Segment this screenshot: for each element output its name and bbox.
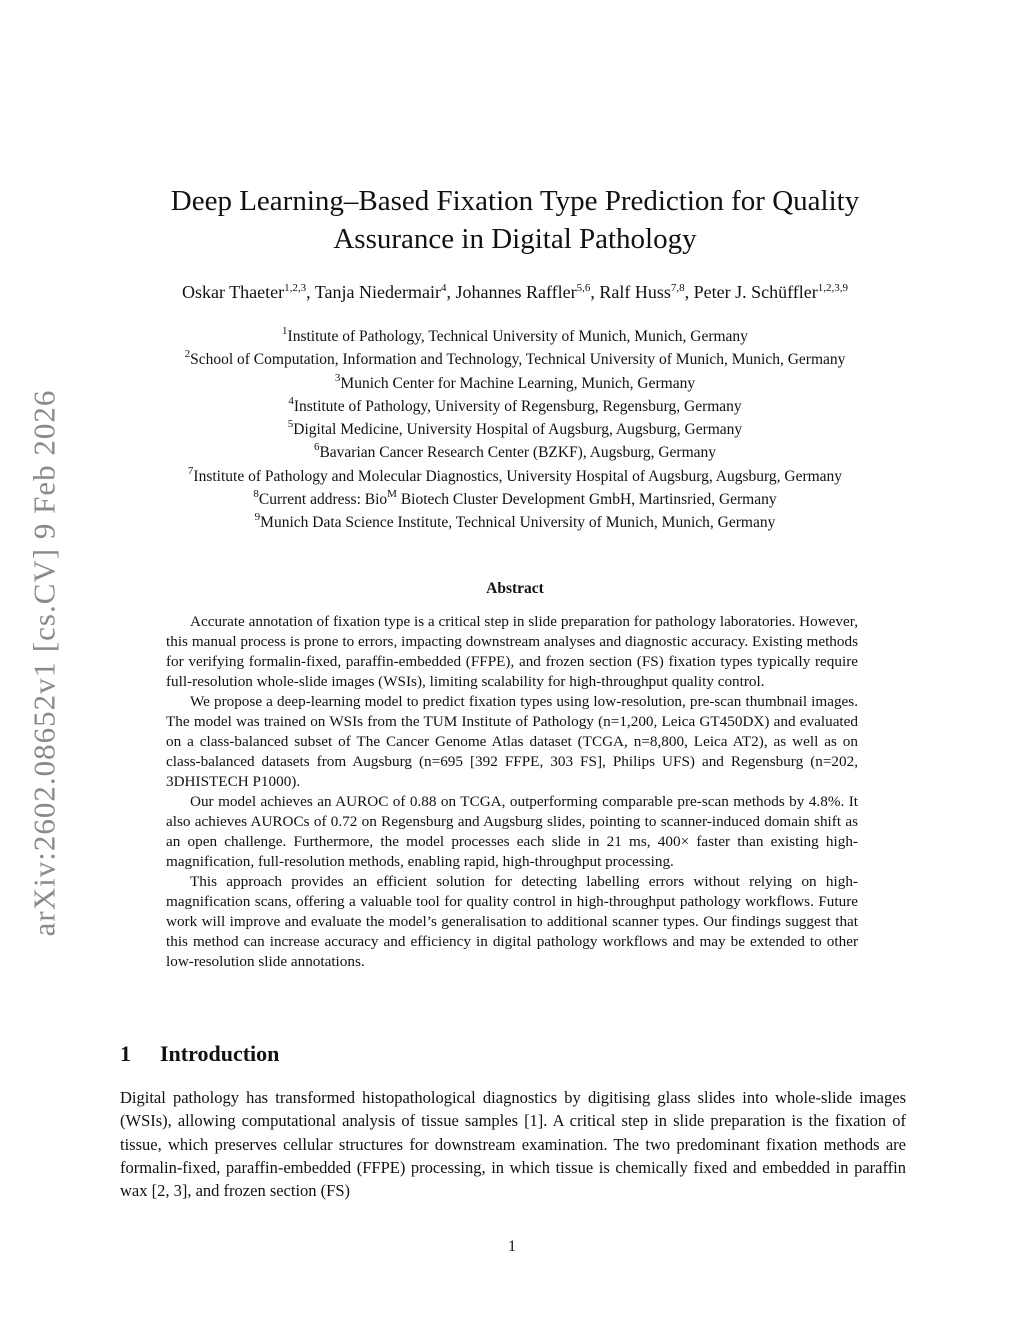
abstract-paragraph: Accurate annotation of fixation type is a critical step in slide preparation for pathology laboratories. However, this manual process is prone to errors, impacting downstream analyses and diagnostic accuracy. Existing methods for verifying formalin-fixed, paraffin-embedded (FFPE), and frozen section (FS) fixation types typically require full-resolution whole-slide images (WSIs), limiting scalability for high-throughput quality control. xyxy=(166,613,858,690)
introduction-body xyxy=(120,1086,906,1202)
affiliation: $^2$School of Computation, Information and Technology, Technical University of Munich, Munich, Germany xyxy=(184,348,846,369)
abstract-body xyxy=(166,612,858,972)
affiliation: $^3$Munich Center for Machine Learning, Munich, Germany xyxy=(334,371,696,392)
abstract-paragraph: This approach provides an efficient solution for detecting labelling errors without relying on high-magnification scans, offering a valuable tool for quality control in high-throughput pathology workflows. Future work will improve and evaluate the model’s generalisation to additional scanner types. Our findings suggest that this method can increase accuracy and efficiency in digital pathology workflows and may be extended to other low-resolution slide annotations. xyxy=(166,873,858,970)
author: Tanja Niedermair$^4$, xyxy=(314,282,456,302)
author: Ralf Huss$^{7,8}$, xyxy=(599,282,694,302)
author: Johannes Raffler$^{5,6}$, xyxy=(455,282,600,302)
affiliation: $^6$Bavarian Cancer Research Center (BZKF), Augsburg, Germany xyxy=(313,441,717,462)
affiliation: $^7$Institute of Pathology and Molecular Diagnostics, University Hospital of Augsburg, Augsburg, Germany xyxy=(187,464,843,485)
paper-title: Deep Learning–Based Fixation Type Prediction for Quality Assurance in Digital Pathology xyxy=(170,185,860,255)
page-number: 1 xyxy=(508,1238,516,1255)
author: Peter J. Schüffler$^{1,2,3,9}$ xyxy=(693,282,849,302)
arxiv-watermark xyxy=(20,380,68,945)
abstract-paragraph: We propose a deep-learning model to predict fixation types using low-resolution, pre-scan thumbnail images. The model was trained on WSIs from the TUM Institute of Pathology (n=1,200, Leica GT450DX) and evaluated on a class-balanced subset of The Cancer Genome Atlas dataset (TCGA, n=8,800, Leica AT2), as well as on class-balanced datasets from Augsburg (n=695 [392 FFPE, 303 FS], Philips UFS) and Regensburg (n=202, 3DHISTECH P1000). xyxy=(166,693,858,790)
abstract-heading: Abstract xyxy=(486,580,544,597)
affiliation: $^4$Institute of Pathology, University of Regensburg, Regensburg, Germany xyxy=(288,394,742,415)
affiliation: $^5$Digital Medicine, University Hospital of Augsburg, Augsburg, Germany xyxy=(287,418,743,439)
author-list xyxy=(100,280,930,304)
abstract-paragraph: Our model achieves an AUROC of 0.88 on TCGA, outperforming comparable pre-scan methods by 4.8%. It also achieves AUROCs of 0.72 on Regensburg and Augsburg slides, pointing to scanner-induced domain shift as an open challenge. Furthermore, the model processes each slide in 21 ms, 400× faster than existing high-magnification, full-resolution methods, enabling rapid, high-throughput processing. xyxy=(166,793,858,870)
arxiv-identifier: arXiv:2602.08652v1 [cs.CV] 9 Feb 2026 xyxy=(26,389,62,936)
section-heading-introduction xyxy=(120,1041,279,1067)
affiliation-list xyxy=(120,325,910,535)
author: Oskar Thaeter$^{1,2,3}$, xyxy=(181,282,315,302)
affiliation: $^1$Institute of Pathology, Technical University of Munich, Munich, Germany xyxy=(282,325,748,345)
section-title: Introduction xyxy=(160,1041,280,1066)
affiliation: $^8$Current address: Bio$^M$ Biotech Cluster Development GmbH, Martinsried, Germany xyxy=(253,488,777,509)
section-number: 1 xyxy=(120,1041,131,1066)
affiliation: $^9$Munich Data Science Institute, Technical University of Munich, Munich, Germany xyxy=(254,511,776,532)
body-paragraph: Digital pathology has transformed histopathological diagnostics by digitising glass slides into whole-slide images (WSIs), allowing computational analysis of tissue samples [1]. A critical step in slide preparation is the fixation of tissue, which preserves cellular structures for downstream examination. The two predominant fixation methods are formalin-fixed, paraffin-embedded (FFPE) processing, in which tissue is chemically fixed and embedded in paraffin wax [2, 3], and frozen section (FS) xyxy=(120,1088,906,1201)
